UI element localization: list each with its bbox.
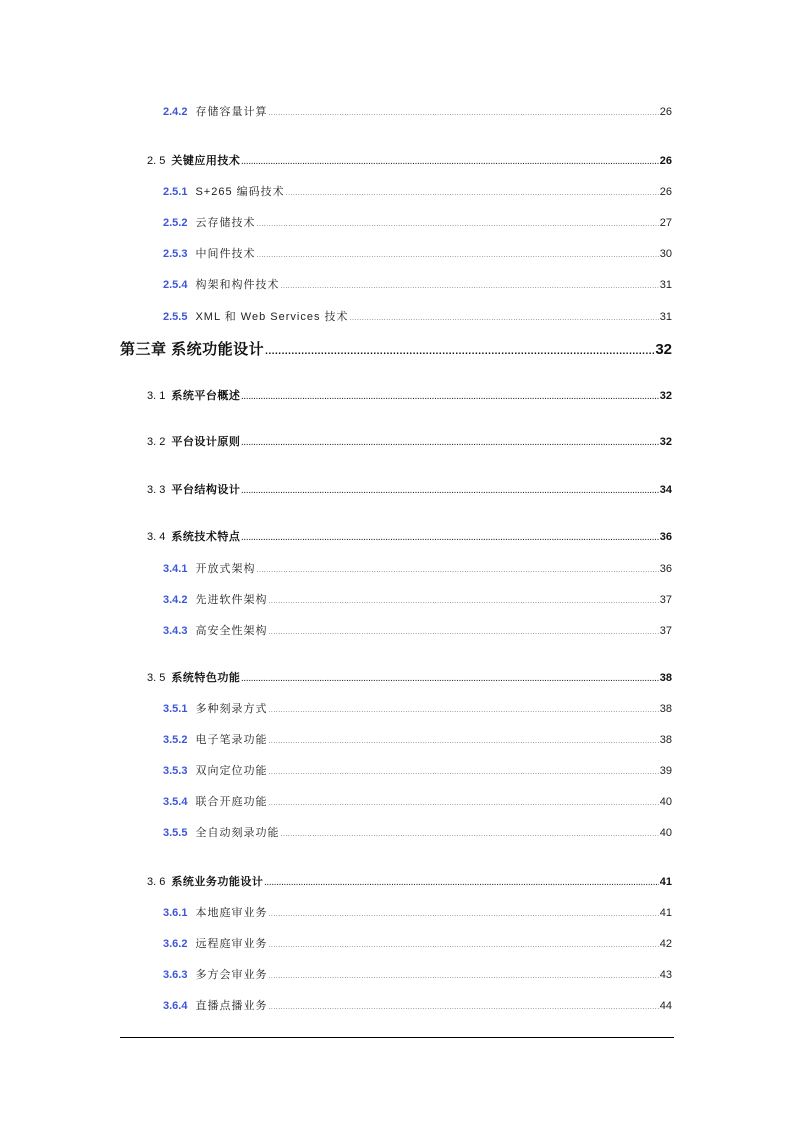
toc-entry-title: 双向定位功能	[195, 765, 268, 777]
toc-entry-page-number: 26	[659, 155, 672, 167]
toc-entry-page-number: 32	[659, 436, 672, 448]
toc-entry-number: 2.5.5	[163, 311, 188, 323]
toc-dot-leader	[268, 769, 658, 776]
toc-entry-number: 3. 3	[147, 484, 166, 496]
toc-entry-number: 3. 6	[147, 876, 166, 888]
toc-entry[interactable]	[0, 591, 793, 607]
toc-entry-title: 第三章 系统功能设计	[120, 341, 265, 358]
toc-entry-page-number: 41	[659, 907, 672, 919]
toc-entry-number: 3.4.1	[163, 563, 188, 575]
toc-entry-title: 本地庭审业务	[195, 907, 268, 919]
toc-entry[interactable]	[0, 824, 793, 840]
toc-entry-title: 平台设计原则	[171, 436, 241, 448]
toc-entry-title: 构架和构件技术	[195, 279, 280, 291]
toc-entry-title: 多种刻录方式	[195, 703, 268, 715]
toc-dot-leader	[268, 110, 658, 117]
toc-entry-title: 中间件技术	[195, 248, 256, 260]
toc-entry-title: 电子笔录功能	[195, 734, 268, 746]
toc-dot-leader	[268, 911, 658, 918]
toc-entry[interactable]	[0, 935, 793, 951]
toc-entry-title: 联合开庭功能	[195, 796, 268, 808]
toc-entry[interactable]	[0, 276, 793, 292]
toc-entry-page-number: 27	[659, 217, 672, 229]
toc-entry-page-number: 39	[659, 765, 672, 777]
toc-entry-title: 高安全性架构	[195, 625, 268, 637]
toc-dot-leader	[264, 880, 658, 887]
toc-entry-number: 2.5.1	[163, 186, 188, 198]
toc-entry-number: 2.5.2	[163, 217, 188, 229]
toc-dot-leader	[286, 190, 659, 197]
toc-entry[interactable]	[0, 528, 793, 544]
toc-entry-number: 3. 4	[147, 531, 166, 543]
toc-entry[interactable]	[0, 873, 793, 889]
toc-entry-page-number: 43	[659, 969, 672, 981]
toc-entry-title: S+265 编码技术	[195, 186, 285, 198]
toc-entry[interactable]	[0, 152, 793, 168]
toc-entry-number: 3.5.1	[163, 703, 188, 715]
toc-entry[interactable]	[0, 904, 793, 920]
toc-entry-page-number: 36	[659, 563, 672, 575]
toc-dot-leader	[241, 488, 658, 495]
toc-entry-number: 3.4.3	[163, 625, 188, 637]
toc-entry[interactable]	[0, 700, 793, 716]
toc-dot-leader	[241, 440, 658, 447]
toc-entry-page-number: 38	[659, 734, 672, 746]
toc-entry-page-number: 37	[659, 594, 672, 606]
toc-entry[interactable]	[0, 183, 793, 199]
toc-entry-number: 3.6.3	[163, 969, 188, 981]
toc-entry-title: 系统特色功能	[171, 672, 241, 684]
toc-dot-leader	[268, 738, 658, 745]
toc-dot-leader	[268, 598, 658, 605]
toc-entry[interactable]	[0, 762, 793, 778]
toc-entry-page-number: 40	[659, 827, 672, 839]
toc-entry-number: 3.6.2	[163, 938, 188, 950]
toc-entry[interactable]	[0, 966, 793, 982]
toc-dot-leader	[350, 315, 659, 322]
toc-dot-leader	[280, 283, 658, 290]
toc-entry-title: 全自动刻录功能	[195, 827, 280, 839]
toc-dot-leader	[241, 159, 658, 166]
toc-entry[interactable]	[0, 669, 793, 685]
toc-entry[interactable]	[0, 214, 793, 230]
toc-entry[interactable]	[0, 793, 793, 809]
toc-entry-number: 2.5.4	[163, 279, 188, 291]
toc-entry-number: 3.5.4	[163, 796, 188, 808]
toc-entry-page-number: 26	[659, 106, 672, 118]
toc-entry-number: 3.5.3	[163, 765, 188, 777]
toc-entry-page-number: 30	[659, 248, 672, 260]
toc-entry-page-number: 38	[659, 703, 672, 715]
toc-entry[interactable]	[0, 387, 793, 403]
toc-entry[interactable]	[0, 245, 793, 261]
toc-entry-page-number: 42	[659, 938, 672, 950]
toc-entry[interactable]	[0, 308, 793, 324]
toc-entry[interactable]	[0, 433, 793, 449]
toc-entry-number: 3.6.1	[163, 907, 188, 919]
toc-entry-page-number: 34	[659, 484, 672, 496]
toc-entry-number: 3. 2	[147, 436, 166, 448]
toc-entry[interactable]	[0, 731, 793, 747]
toc-entry-page-number: 31	[659, 279, 672, 291]
toc-entry-number: 3.4.2	[163, 594, 188, 606]
toc-entry-title: 先进软件架构	[195, 594, 268, 606]
toc-entry-number: 3.6.4	[163, 1000, 188, 1012]
toc-dot-leader	[268, 800, 658, 807]
toc-entry-number: 2.4.2	[163, 106, 188, 118]
toc-entry-page-number: 41	[659, 876, 672, 888]
toc-entry-page-number: 40	[659, 796, 672, 808]
toc-dot-leader	[268, 1004, 658, 1011]
toc-entry-number: 2. 5	[147, 155, 166, 167]
toc-entry-page-number: 38	[659, 672, 672, 684]
toc-entry-page-number: 36	[659, 531, 672, 543]
toc-entry[interactable]	[0, 103, 793, 119]
toc-entry-page-number: 31	[659, 311, 672, 323]
toc-dot-leader	[241, 676, 658, 683]
toc-entry[interactable]	[0, 560, 793, 576]
toc-entry-number: 2.5.3	[163, 248, 188, 260]
toc-entry-title: 平台结构设计	[171, 484, 241, 496]
toc-dot-leader	[241, 535, 658, 542]
toc-entry-title: 远程庭审业务	[195, 938, 268, 950]
toc-entry-number: 3. 5	[147, 672, 166, 684]
toc-dot-leader	[268, 707, 658, 714]
toc-entry-page-number: 32	[655, 341, 672, 358]
toc-dot-leader	[256, 252, 658, 259]
toc-dot-leader	[256, 221, 658, 228]
toc-dot-leader	[280, 831, 658, 838]
toc-dot-leader	[268, 629, 658, 636]
toc-entry-number: 3.5.5	[163, 827, 188, 839]
toc-entry-title: XML 和 Web Services 技术	[195, 311, 349, 323]
toc-entry[interactable]	[0, 338, 793, 359]
toc-entry-title: 多方会审业务	[195, 969, 268, 981]
toc-entry[interactable]	[0, 481, 793, 497]
toc-entry-page-number: 44	[659, 1000, 672, 1012]
toc-entry-title: 开放式架构	[195, 563, 256, 575]
toc-entry-title: 关键应用技术	[171, 155, 241, 167]
toc-entry-title: 系统平台概述	[171, 390, 241, 402]
footer-rule	[120, 1037, 674, 1038]
toc-dot-leader	[268, 942, 658, 949]
toc-entry[interactable]	[0, 622, 793, 638]
toc-entry-page-number: 32	[659, 390, 672, 402]
toc-entry-title: 直播点播业务	[195, 1000, 268, 1012]
toc-entry-title: 系统技术特点	[171, 531, 241, 543]
toc-entry-number: 3.5.2	[163, 734, 188, 746]
toc-entry-title: 存储容量计算	[195, 106, 268, 118]
toc-entry-page-number: 37	[659, 625, 672, 637]
toc-dot-leader	[241, 394, 658, 401]
toc-dot-leader	[268, 973, 658, 980]
toc-entry-title: 系统业务功能设计	[171, 876, 264, 888]
toc-dot-leader	[265, 346, 654, 357]
toc-entry[interactable]	[0, 997, 793, 1013]
toc-dot-leader	[256, 567, 658, 574]
toc-entry-page-number: 26	[659, 186, 672, 198]
toc-entry-number: 3. 1	[147, 390, 166, 402]
toc-entry-title: 云存储技术	[195, 217, 256, 229]
